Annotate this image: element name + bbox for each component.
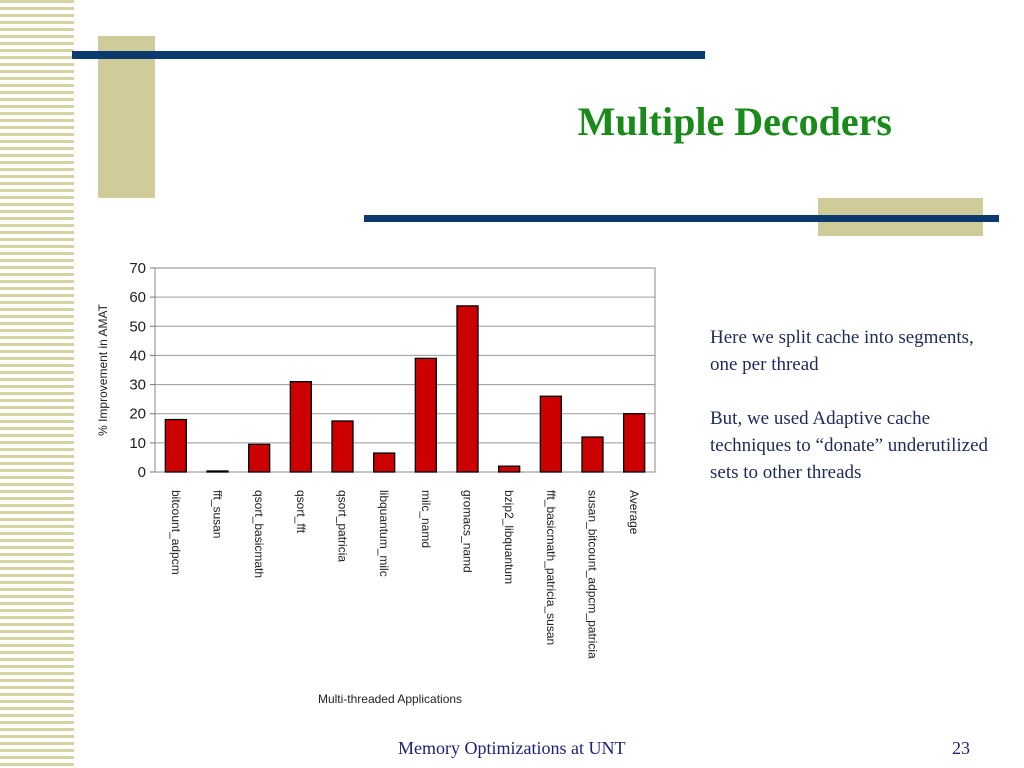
y-tick-label: 20 — [129, 405, 146, 423]
gridlines — [155, 268, 655, 472]
x-tick-label: bitcount_adpcm — [168, 490, 183, 575]
decorative-block-top — [98, 36, 155, 198]
x-tick-label: fft_basicmath_patricia_susan — [543, 490, 558, 646]
y-tick-label: 70 — [129, 260, 146, 277]
bar — [457, 306, 478, 472]
x-tick-label: qsort_fft — [293, 490, 308, 534]
x-tick-label: milc_namd — [418, 490, 433, 549]
x-axis-ticks — [169, 490, 641, 659]
x-tick-label: fft_susan — [210, 490, 225, 539]
x-tick-label: Average — [627, 490, 642, 535]
y-axis-label: % Improvement in AMAT — [96, 304, 110, 436]
bar — [540, 396, 561, 472]
page-number: 23 — [952, 738, 970, 758]
x-tick-label: libquantum_milc — [377, 490, 392, 577]
decorative-stripes — [0, 0, 74, 768]
decorative-line-top — [72, 51, 705, 59]
bar — [332, 421, 353, 472]
y-tick-label: 40 — [129, 347, 146, 365]
note-text-1: Here we split cache into segments, one per thread — [710, 327, 974, 375]
x-tick-label: qsort_basicmath — [252, 490, 267, 579]
y-tick-label: 0 — [137, 464, 146, 481]
bar — [207, 471, 228, 472]
bar-chart — [80, 255, 680, 715]
decorative-line-right — [364, 215, 999, 222]
x-tick-label: gromacs_namd — [460, 490, 475, 573]
bar — [165, 420, 186, 472]
slide-title: Multiple Decoders — [577, 99, 892, 144]
bar — [624, 414, 645, 472]
y-tick-label: 50 — [129, 318, 146, 336]
y-tick-label: 60 — [129, 289, 146, 307]
bar — [415, 358, 436, 472]
note-text-2: But, we used Adaptive cache techniques to “donate” underutilized sets to other threads — [710, 408, 989, 483]
footer-text: Memory Optimizations at UNT — [398, 738, 626, 758]
bar — [290, 382, 311, 472]
x-tick-label: bzip2_libquantum — [502, 490, 517, 585]
bar — [499, 466, 520, 472]
y-tick-label: 30 — [129, 376, 146, 394]
bar — [249, 444, 270, 472]
y-axis-ticks — [129, 260, 155, 481]
x-axis-label: Multi-threaded Applications — [317, 692, 463, 706]
bar — [374, 453, 395, 472]
bar — [582, 437, 603, 472]
x-tick-label: qsort_patricia — [335, 490, 350, 563]
plot-frame — [155, 268, 655, 472]
bars — [165, 306, 644, 472]
y-tick-label: 10 — [129, 434, 146, 452]
x-tick-label: susan_bitcount_adpcm_patricia — [585, 490, 600, 659]
